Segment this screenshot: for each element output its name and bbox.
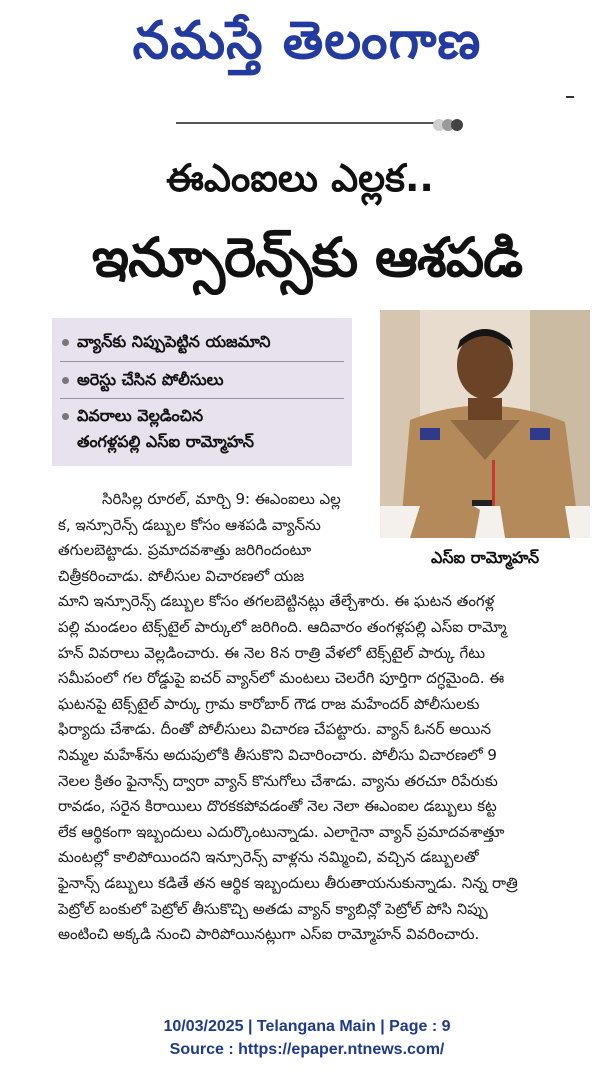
headline-main: ఇన్సూరెన్స్‌కు ఆశపడి — [91, 226, 523, 289]
highlights-box — [52, 318, 352, 466]
bullet-icon — [62, 413, 69, 420]
highlight-item: వ్యాన్‌కు నిప్పుపెట్టిన యజమాని — [62, 330, 271, 354]
body-line: మాని ఇన్సూరెన్స్ డబ్బుల కోసం తగలబెట్టినట్లు తేల్చేశారు. ఈ ఘటన తంగళ్ల — [58, 592, 495, 611]
photo-caption: ఎస్ఐ రామ్మోహన్ — [430, 548, 540, 567]
body-line: పల్లి మండలం టెక్స్‌టైల్ పార్కులో జరిగింది. ఆదివారం తంగళ్లపల్లి ఎస్ఐ రామ్మో — [58, 617, 507, 636]
footer-source: Source : https://epaper.ntnews.com/ — [169, 1041, 445, 1058]
body-line: పెట్రోల్ బంకులో పెట్రోల్ తీసుకొచ్చి అతడు వ్యాన్ క్యాబిన్లో పెట్రోల్ పోసి నిప్పు — [58, 899, 488, 918]
body-line: తగులబెట్టాడు. ప్రమాదవశాత్తు జరిగిందంటూ — [58, 541, 312, 560]
body-line: ఫైనాన్స్ డబ్బులు కడితే తన ఆర్థిక ఇబ్బందులు తీరుతాయనుకున్నాడు. నిన్న రాత్రి — [58, 873, 518, 892]
footer-edition: 10/03/2025 | Telangana Main | Page : 9 — [163, 1018, 451, 1035]
body-line: లేక ఆర్థికంగా ఇబ్బందులు ఎదుర్కొంటున్నాడు. ఎలాగైనా వ్యాన్ ప్రమాదవశాత్తూ — [58, 822, 505, 841]
article-body — [58, 487, 590, 948]
body-line: నిమ్మల మహేశ్‌ను అదుపులోకి తీసుకొని విచారించారు. పోలీసు విచారణలో 9 — [58, 745, 497, 764]
bullet-icon — [62, 339, 69, 346]
highlight-item-continued: తంగళ్లపల్లి ఎస్ఐ రామ్మోహన్ — [77, 432, 254, 451]
body-line: నెలల క్రితం ఫైనాన్స్ ద్వారా వ్యాన్ కొనుగోలు చేశాడు. వ్యాను తరచూ రిపేరుకు — [58, 771, 498, 790]
corner-mark — [566, 96, 574, 98]
body-line: చిత్రీకరించాడు. పోలీసుల విచారణలో యజ — [58, 566, 305, 585]
body-line: సమీపంలో గల రోడ్డుపై ఐచర్ వ్యాన్‌లో మంటలు చెలరేగి పూర్తిగా దగ్ధమైంది. ఈ — [58, 669, 505, 688]
highlight-item: అరెస్టు చేసిన పోలీసులు — [62, 368, 224, 392]
body-line: హన్ వివరాలు వెల్లడించారు. ఈ నెల 8న రాత్రి వేళలో టెక్స్‌టైల్ పార్కు గేటు — [58, 643, 486, 662]
highlight-divider — [60, 361, 344, 362]
body-line: సిరిసిల్ల రూరల్, మార్చి 9: ఈఎంఐలు ఎల్ల — [102, 490, 341, 508]
body-line: మంటల్లో కాలిపోయిందని ఇన్సూరెన్స్ వాళ్లను నమ్మించి, వచ్చిన డబ్బులతో — [58, 848, 479, 867]
masthead-title: నమస్తే తెలంగాణ — [132, 10, 482, 71]
highlight-divider — [60, 398, 344, 399]
body-line: ఫిర్యాదు చేశాడు. దీంతో పోలీసులు విచారణ చేపట్టారు. వ్యాన్ ఓనర్ అయిన — [58, 720, 491, 739]
body-line: క, ఇన్సూరెన్స్ డబ్బుల కోసం ఆశపడి వ్యాన్‌ను — [58, 515, 321, 534]
masthead-divider — [176, 122, 446, 124]
headline-top: ఈఎంఐలు ఎల్లక.. — [166, 156, 434, 200]
divider-dots — [436, 116, 463, 135]
body-line: ఘటనపై టెక్స్‌టైల్ పార్కు గ్రామ కారోబార్ గౌడ రాజ మహేందర్ పోలీసులకు — [58, 694, 480, 713]
highlight-item: వివరాలు వెల్లడించిన — [62, 404, 203, 428]
bullet-icon — [62, 377, 69, 384]
body-line: రావడం, సరైన కిరాయిలు దొరకకపోవడంతో నెల నెలా ఈఎంఐల డబ్బులు కట్ట — [58, 797, 497, 816]
body-line: అంటించి అక్కడి నుంచి పారిపోయినట్లుగా ఎస్ఐ రామ్మోహన్ వివరించారు. — [58, 925, 480, 944]
